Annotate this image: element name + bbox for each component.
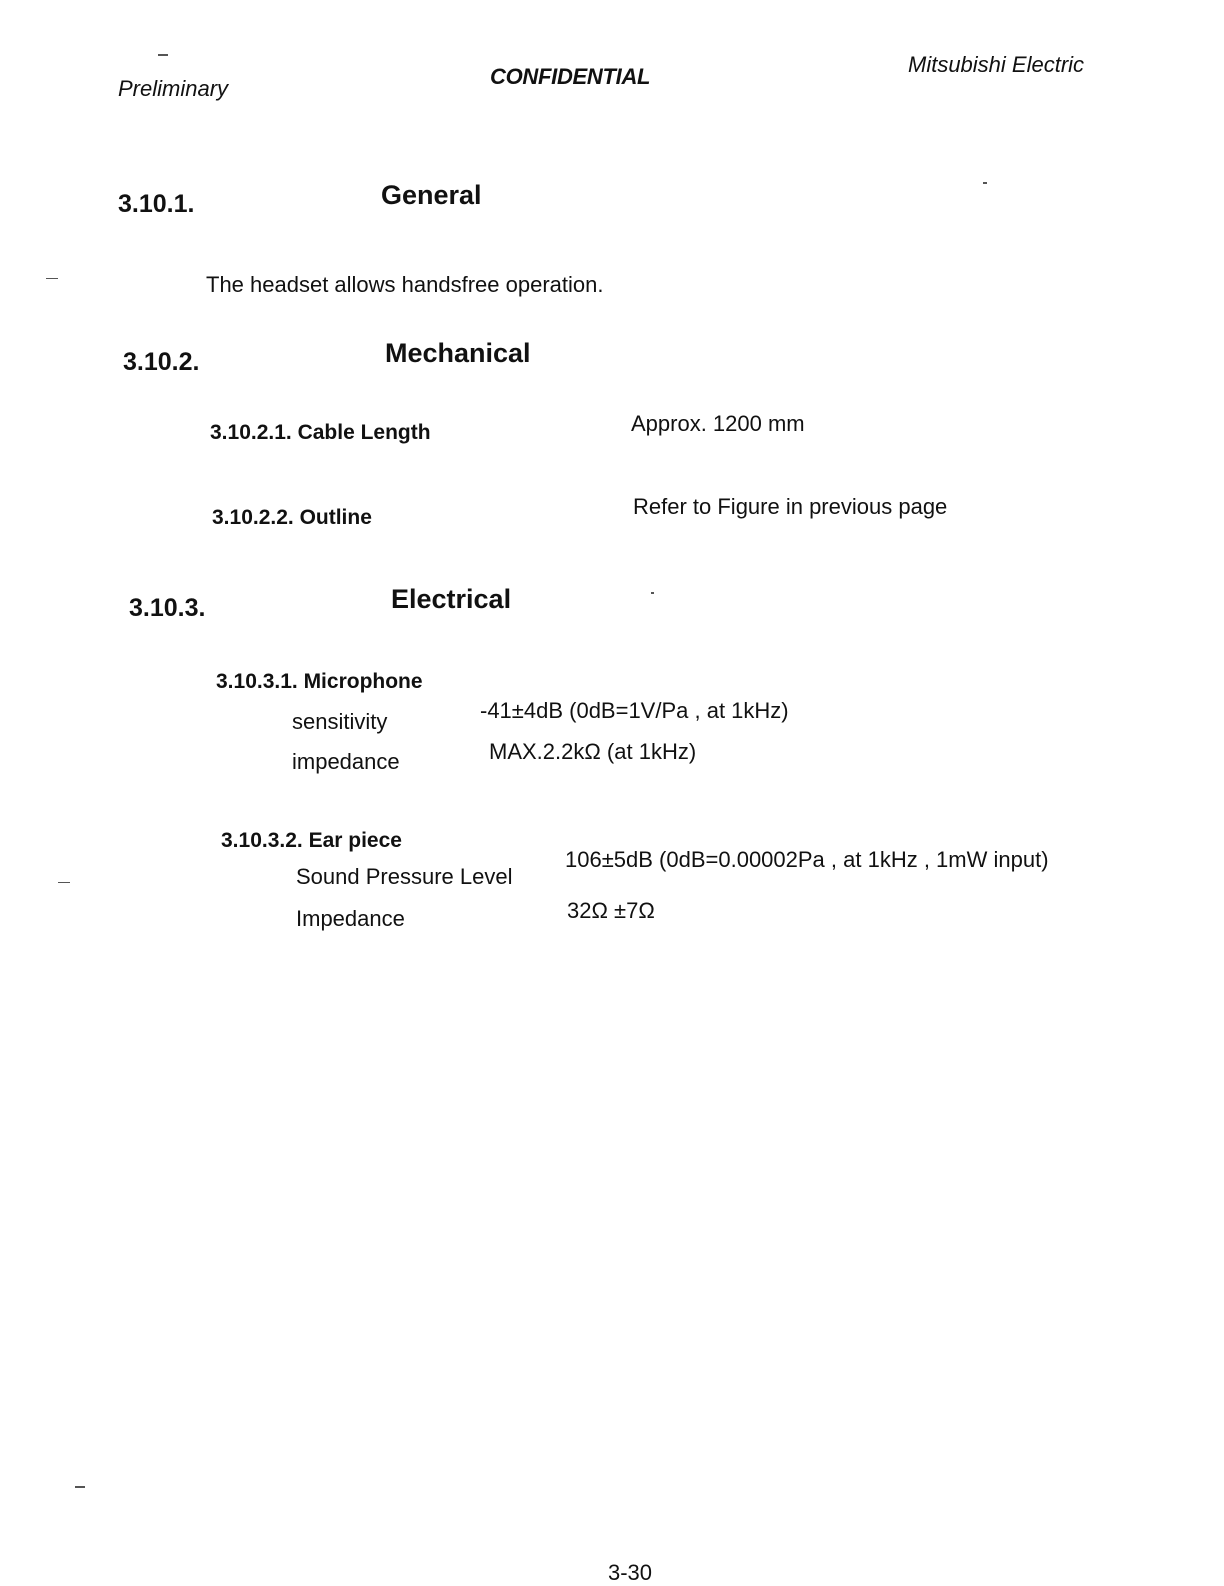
scan-speck [651,592,654,594]
cable-length-value: Approx. 1200 mm [631,411,805,436]
cable-length-label: 3.10.2.1. Cable Length [210,421,431,444]
microphone-sensitivity-label: sensitivity [292,709,388,734]
scan-speck [75,1486,85,1488]
microphone-sensitivity-value: -41±4dB (0dB=1V/Pa , at 1kHz) [480,698,789,723]
microphone-heading: 3.10.3.1. Microphone [216,670,423,693]
scan-speck [158,54,168,56]
earpiece-impedance-value: 32Ω ±7Ω [567,898,655,923]
earpiece-spl-value: 106±5dB (0dB=0.00002Pa , at 1kHz , 1mW input) [565,847,1049,872]
section-number-electrical: 3.10.3. [129,594,206,622]
section-title-electrical: Electrical [391,584,512,614]
scan-speck [46,278,58,279]
scan-speck [58,882,70,883]
earpiece-spl-label: Sound Pressure Level [296,864,513,889]
outline-value: Refer to Figure in previous page [633,494,948,519]
header-confidential: CONFIDENTIAL [490,64,651,89]
header-company: Mitsubishi Electric [908,52,1085,77]
section-title-mechanical: Mechanical [385,338,531,368]
section-number-general: 3.10.1. [118,190,195,218]
header-preliminary: Preliminary [118,76,229,101]
earpiece-heading: 3.10.3.2. Ear piece [221,829,402,852]
page-number: 3-30 [608,1560,653,1585]
scan-speck [983,182,987,184]
microphone-impedance-value: MAX.2.2kΩ (at 1kHz) [489,739,697,764]
general-description: The headset allows handsfree operation. [206,272,604,297]
microphone-impedance-label: impedance [292,749,400,774]
section-title-general: General [381,180,482,210]
section-number-mechanical: 3.10.2. [123,348,200,376]
outline-label: 3.10.2.2. Outline [212,506,372,529]
earpiece-impedance-label: Impedance [296,906,405,931]
